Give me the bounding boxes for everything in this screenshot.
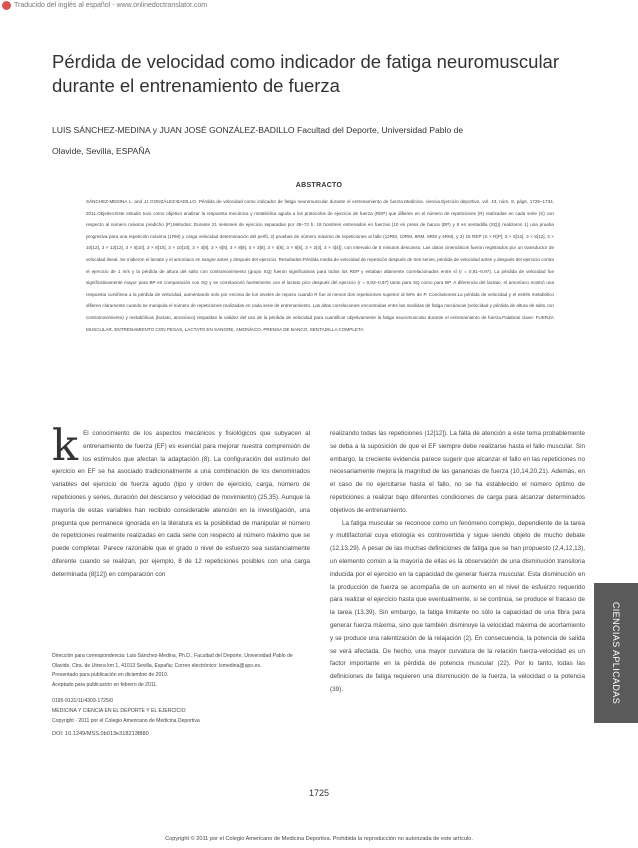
body-left-column (52, 421, 310, 582)
body-left-text: El conocimiento de los aspectos mecánicos y fisiológicos que subyacen al entrenamiento de fuerza (EF) es esencial para mejorar nuestra comprensión de los estímulos que afectan la adaptación (8). La configuración del estímulo del ejercicio en EF se ha asociado tradicionalmente a una combinación de los denominados variables del ejercicio de fuerza agudo (tipo y orden de ejercicio, carga, número de repeticiones y series, duración del descanso y velocidad de movimiento) (25,35). Aunque la mayoría de estas variables han recibido considerable atención en la investigación, una pregunta que permanece ignorada en la literatura es la posibilidad de manipular el número de repeticiones realmente realizadas en cada serie con respecto al número máximo que se puede completar. Parece razonable que el grado o nivel de esfuerzo sea sustancialmente diferente cuando se realizan, por ejemplo, 8 de 12 repeticiones posibles con una carga determinada (8[12]) en comparación con (52, 430, 310, 578)
translator-banner (2, 1, 207, 10)
abstract-text: SÁNCHEZ-MEDINA L. and JJ GONZÁLEZ-BADILLO. Pérdida de velocidad como indicador de fatiga neuromuscular durante el entrenamiento de fuerza.Medicina. ciencia.Ejercicio deportivo, vol. 43, núm. 9, págs. 1725–1734, 2011.Objetivo:Este estudio tuvo como objetivo analizar la respuesta mecánica y metabólica aguda a los protocolos de ejercicio de fuerza (REP) que difieren en el número de repeticiones (R) realizadas en cada serie (S) con respecto al número máximo predicho (P).Métodos: Durante 21 sesiones de ejercicio separadas por 48–72 h, 18 hombres entrenados en fuerzas (10 en press de banca (BP) y 8 en sentadilla (SQ)) realizaron 1) una prueba progresiva para una repetición máxima (1RM) y carga velocidad determinación del perfil, 2) pruebas de número máximo de repeticiones al fallo (12RM, 10RM, 8RM, 6RM y 4RM), y 3) 15 REP (S × R[P]: 3 × 6[12], 3 × 8[12], 3 × 10[12], 3 × 12[12], 3 × 6[10], 3 × 8[10], 3 × 10[10], 3 × 4[8], 3 × 6[8], 3 × 8[8], 3 × 3[6], 3 × 4[6], 3 × 6[6], 3 × 2[4], 3 × 4[4]), con intervalo de 5 minutos descanso. Las datos cinemáticos fueron registrados por un transductor de velocidad lineal. Se midieron el lactato y el amoníaco en sangre antes y después del ejercicio. Resultados:Pérdida media de velocidad de repetición después de tres series, pérdida de velocidad antes y después del ejercicio contra el ejercicio de 1 m/s y la pérdida de altura del salto con contramovimiento (grupo SQ) fueron significativas para todos los REP y estaban altamente correlacionados entre sí (r = 0,91–0,97). La pérdida de velocidad fue significativamente mayor para BP en comparación con SQ y se correlacionó fuertemente con el lactato pico después del ejercicio (r = 0,93–0,97) tanto para SQ como para BP. A diferencia del lactato, el amoníaco mostró una respuesta curvilínea a la pérdida de velocidad, aumentando solo por encima de los niveles de reposo cuando R fue al menos dos repeticiones superior al 50% de P. Conclusiones:La pérdida de velocidad y el estrés metabólico difieren claramente cuando se manipula el número de repeticiones realizadas en cada serie de entrenamiento. Las altas correlaciones encontradas entre las medidas de fatiga mecánicas (velocidad y pérdida de altura de salto con contramovimiento) y metabólicas (lactato, amoníaco) respaldan la validez del uso de la pérdida de velocidad para cuantificar objetivamente la fatiga neuromuscular durante el entrenamiento de fuerza.Palabras clave: FUERZA MUSCULAR, ENTRENAMIENTO CON PESAS, LACTATO EN SANGRE, AMONÍACO, PRENSA DE BANCO, SENTADILLA COMPLETA (86, 199, 554, 332)
correspondence-note: Dirección para correspondencia: Luis Sánchez-Medina, Ph.D., Facultad del Deporte, Universidad Pablo de Olavide, Ctra. de Utrera km 1, 41013 Sevilla, España; Correo electrónico: lsmedina@upo.es. (52, 653, 293, 669)
drop-cap: k (52, 421, 79, 471)
body-right-paragraph-2: La fatiga muscular se reconoce como un fenómeno complejo, dependiente de la tarea y multifactorial cuya etiología es controvertida y sigue siendo objeto de mucho debate (12,13,29). A pesar de las muchas definiciones de fatiga que se han propuesto (2,4,12,13), un elemento común a la mayoría de ellas es la observación de una disminución transitoria inducida por el ejercicio en la capacidad de generar fuerza muscular. Esta disminución en la producción de fuerza se acompaña de un aumento en el nivel de esfuerzo requerido para realizar el ejercicio hasta que eventualmente, si se continúa, se produce el fracaso de la tarea (13,39). Sin embargo, la fatiga limitante no sólo la capacidad de una fibra para generar fuerza máxima, sino que también disminuye la velocidad máxima de acortamiento y se produce una ralentización de la relajación (2). En consecuencia, la potencia de salida se verá afectada. De hecho, una mayor curvatura de la relación fuerza-velocidad es un factor importante en la pérdida de potencia muscular (22). Por lo tanto, todas las definiciones de fatiga requieren una disminución de la fuerza, la velocidad o la potencia (39). (330, 519, 585, 693)
journal-copyright-note: Copyright · 2011 por el Colegio Americano de Medicina Deportiva (52, 717, 200, 724)
copyright-footer: Copyright © 2011 por el Colegio Americano de Medicina Deportiva. Prohibida la reproducción no autorizada de este artículo. (165, 836, 473, 842)
abstract-heading: ABSTRACTO (295, 182, 343, 189)
article-title: Pérdida de velocidad como indicador de fatiga neuromuscular durante el entrenamiento de fuerza (52, 51, 559, 96)
journal-note: MEDICINA Y CIENCIA EN EL DEPORTE Y EL EJERCICIO (52, 707, 186, 714)
accepted-note: Aceptado para publicación en febrero de 2011. (52, 681, 158, 688)
section-side-tab (594, 583, 638, 723)
issn-note: 0195-9131/11/4309-1725/0 (52, 698, 114, 705)
author-affiliation: LUIS SÁNCHEZ-MEDINA y JUAN JOSÉ GONZÁLEZ-BADILLO Facultad del Deporte, Universidad Pablo de Olavide, Sevilla, ESPAÑA (52, 125, 464, 156)
translator-text: Traducido del inglés al español - www.onlinedoctranslator.com (14, 2, 208, 9)
section-side-tab-label: CIENCIAS APLICADAS (611, 601, 621, 705)
translator-logo-icon (2, 1, 11, 10)
body-right-column (330, 428, 585, 697)
footnotes (52, 652, 307, 740)
page-number: 1725 (308, 788, 330, 798)
body-right-paragraph-1: realizando todas las repeticiones (12[12]). La falta de atención a este tema probablemente se deba a la suposición de que el EF siempre debe realizarse hasta el fallo muscular. Sin embargo, la creciente evidencia parece sugerir que alcanzar el fallo en las repeticiones no necesariamente mejora la magnitud de las ganancias de fuerza (10,14,20,21). Además, en el caso de no ejercitarse hasta el fallo, no se ha establecido el número óptimo de repeticiones a realizar bajo diferentes condiciones de carga para alcanzar determinados objetivos de entrenamiento. (330, 430, 585, 514)
doi-note: DOI: 10.1249/MSS.0b013e318213f880 (52, 731, 149, 738)
submitted-note: Presentado para publicación en diciembre de 2010. (52, 672, 169, 679)
